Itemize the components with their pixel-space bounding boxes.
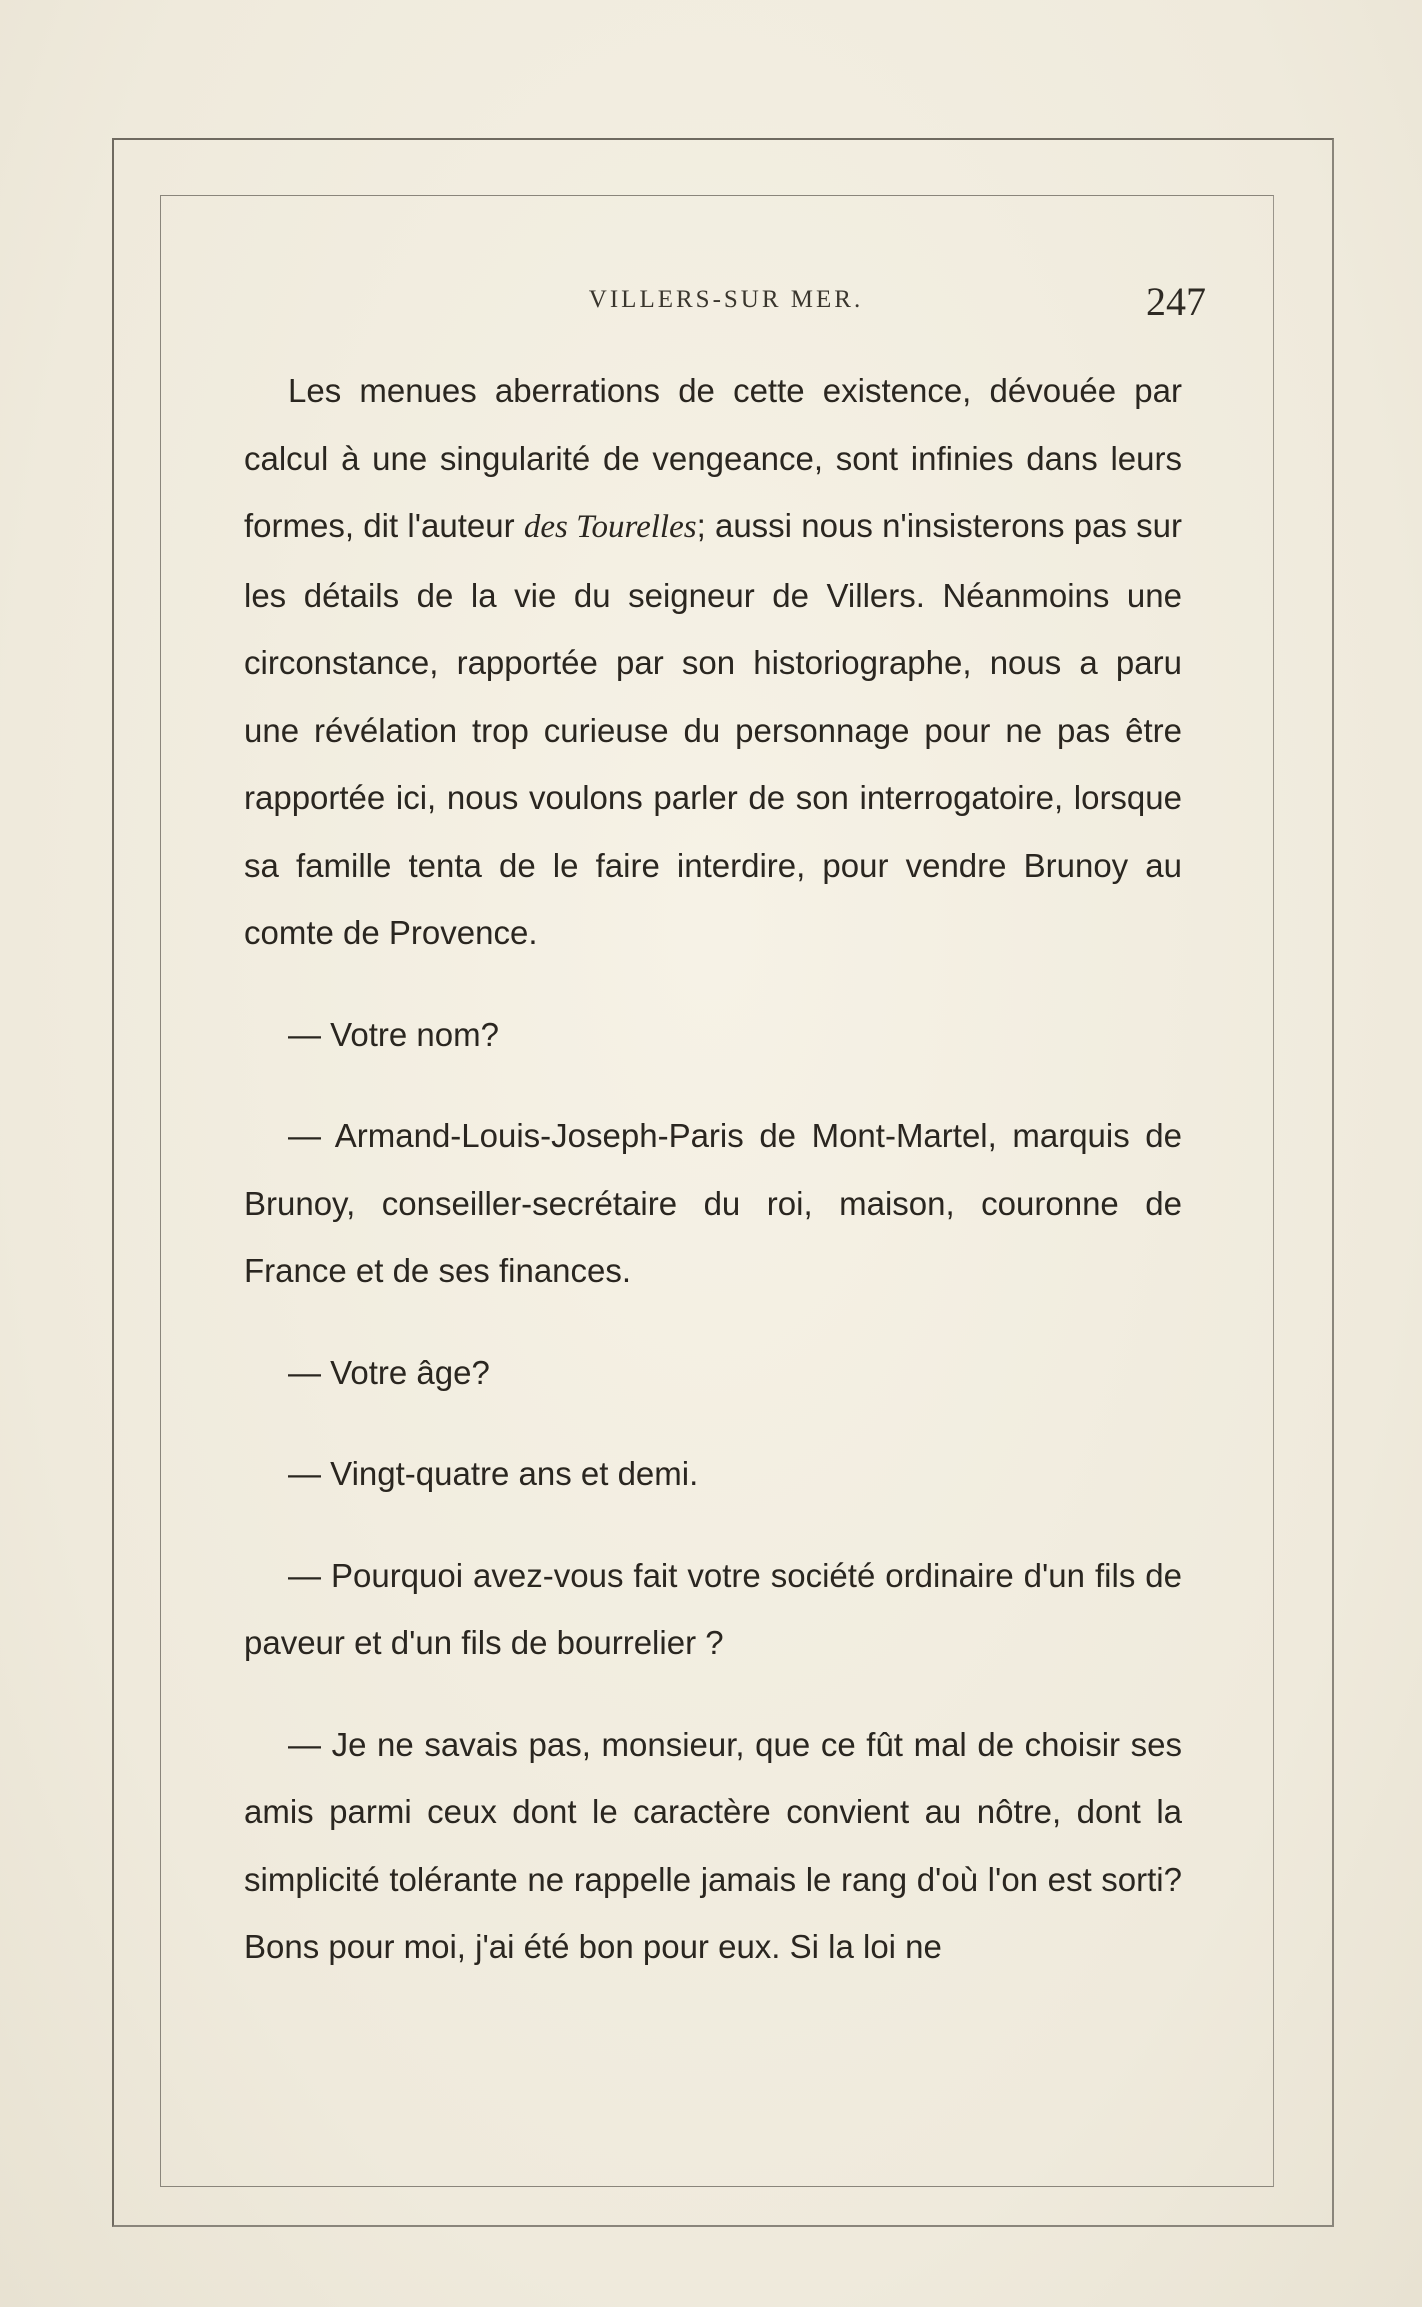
page-number: 247 <box>1146 279 1206 324</box>
dialogue-line: — Vingt-quatre ans et demi. <box>288 1455 699 1492</box>
dialogue-line: — Armand-Louis-Joseph-Paris de Mont-Martel, marquis de Brunoy, conseiller-secrétaire du roi, maison, couronne de France et de ses finances. <box>244 1117 1182 1289</box>
dialogue-line: — Pourquoi avez-vous fait votre société ordinaire d'un fils de paveur et d'un fils de bourrelier ? <box>244 1556 1182 1661</box>
italic-book-title: des Tourelles <box>523 509 697 545</box>
dialogue-line: — Votre âge? <box>288 1353 490 1391</box>
dialogue-line: — Je ne savais pas, monsieur, que ce fût mal de choisir ses amis parmi ceux dont le caractère convient au nôtre, dont la simplicité tolérante ne rappelle jamais le rang d'où l'on est sorti? Bons pour moi, j'ai été bon pour eux. Si la loi ne <box>244 1725 1182 1965</box>
page-header <box>246 278 1206 328</box>
paragraph-intro <box>244 357 1182 967</box>
paragraph-intro-part1: Les menues aberrations de cette existence, dévouée par calcul à une singularité de vengeance, sont infinies dans leurs formes, dit l'auteur <box>244 372 1182 544</box>
running-title: VILLERS-SUR MER. <box>588 286 864 313</box>
body-text <box>244 357 1182 1981</box>
paragraph-intro-part2: ; aussi nous n'insisterons pas sur les détails de la vie du seigneur de Villers. Néanmoins une circonstance, rapportée par son historiographe, nous a paru une révélation trop curieuse du personnage pour ne pas être rapportée ici, nous voulons parler de son interrogatoire, lorsque sa famille tenta de le faire interdire, pour vendre Brunoy au comte de Provence. <box>244 507 1182 951</box>
dialogue-line: — Votre nom? <box>288 1015 499 1053</box>
